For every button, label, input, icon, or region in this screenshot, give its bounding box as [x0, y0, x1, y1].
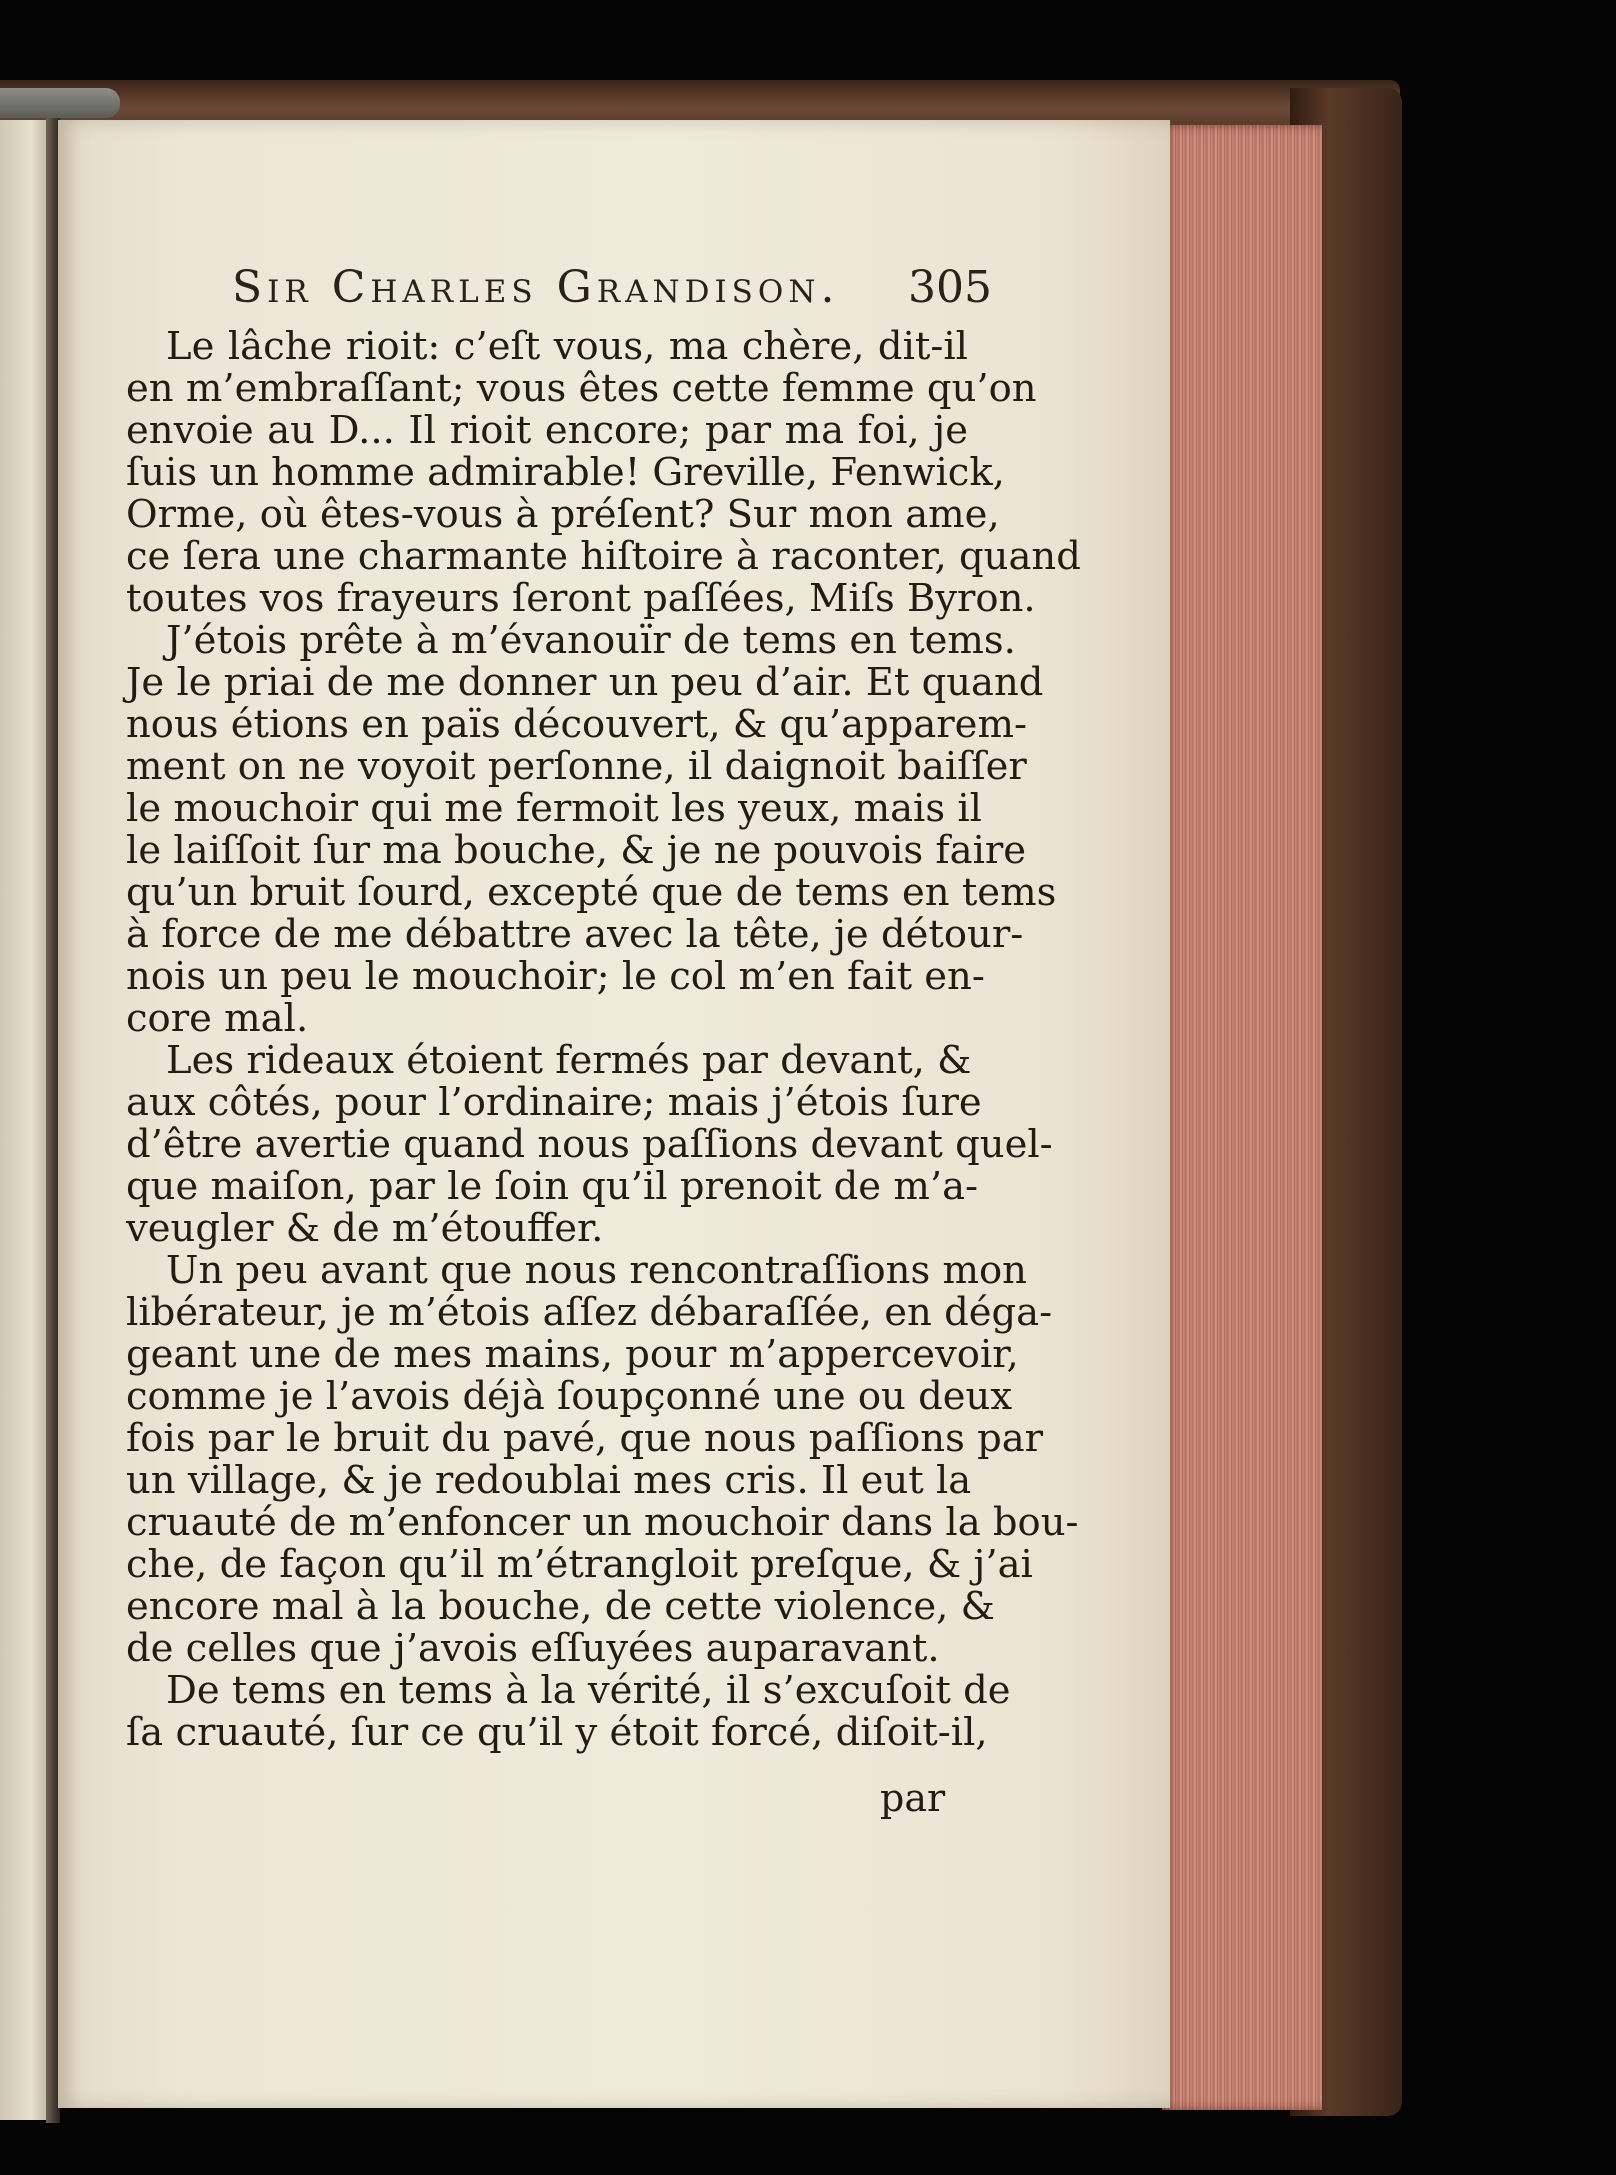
facing-page-edge — [0, 120, 52, 2120]
text-line: ce ſera une charmante hiſtoire à raconter, quand — [126, 534, 1081, 579]
text-line: libérateur, je m’étois aſſez débaraſſée, en déga- — [126, 1290, 1053, 1335]
text-line: core mal. — [126, 996, 309, 1041]
text-line: un village, & je redoublai mes cris. Il eut la — [126, 1458, 972, 1503]
metal-clasp — [0, 88, 120, 118]
text-line: qu’un bruit ſourd, excepté que de tems en tems — [126, 870, 1057, 915]
catchword: par — [880, 1776, 946, 1820]
text-line: en m’embraſſant; vous êtes cette femme qu’on — [126, 366, 1037, 411]
text-line: Un peu avant que nous rencontraſſions mon — [166, 1248, 1027, 1293]
text-line: J’étois prête à m’évanouïr de tems en tems. — [166, 618, 1016, 663]
text-line: geant une de mes mains, pour m’appercevoir, — [126, 1332, 1019, 1377]
text-line: Le lâche rioit: c’eſt vous, ma chère, dit-il — [166, 324, 968, 369]
text-line: veugler & de m’étouffer. — [126, 1206, 604, 1251]
text-line: le mouchoir qui me fermoit les yeux, mais il — [126, 786, 982, 831]
text-line: fois par le bruit du pavé, que nous paſſions par — [126, 1416, 1044, 1461]
text-line: ſa cruauté, ſur ce qu’il y étoit forcé, diſoit-il, — [126, 1710, 988, 1755]
text-line: che, de façon qu’il m’étrangloit preſque, & j’ai — [126, 1542, 1033, 1587]
text-line: nous étions en païs découvert, & qu’apparem- — [126, 702, 1027, 747]
text-line: De tems en tems à la vérité, il s’excuſoit de — [166, 1668, 1011, 1713]
text-line: nois un peu le mouchoir; le col m’en fait en- — [126, 954, 985, 999]
text-line: d’être avertie quand nous paſſions devant quel- — [126, 1122, 1053, 1167]
text-line: comme je l’avois déjà ſoupçonné une ou deux — [126, 1374, 1013, 1419]
body-text — [126, 324, 1081, 1755]
text-line: Je le priai de me donner un peu d’air. Et quand — [126, 660, 1044, 705]
text-line: envoie au D... Il rioit encore; par ma foi, je — [126, 408, 968, 453]
text-line: le laiſſoit ſur ma bouche, & je ne pouvois faire — [126, 828, 1027, 873]
text-line: que maiſon, par le ſoin qu’il prenoit de m’a- — [126, 1164, 979, 1209]
text-line: Les rideaux étoient fermés par devant, & — [166, 1038, 972, 1083]
running-head — [232, 262, 992, 322]
text-line: à force de me débattre avec la tête, je détour- — [126, 912, 1024, 957]
text-line: toutes vos frayeurs ſeront paſſées, Miſs Byron. — [126, 576, 1036, 621]
text-line: de celles que j’avois eſſuyées auparavant. — [126, 1626, 940, 1671]
text-line: Orme, où êtes-vous à préſent? Sur mon ame, — [126, 492, 1000, 537]
page-number: 305 — [908, 262, 992, 313]
text-line: cruauté de m’enfoncer un mouchoir dans la bou- — [126, 1500, 1079, 1545]
running-title: Sir Charles Grandison. — [232, 262, 840, 313]
text-line: aux côtés, pour l’ordinaire; mais j’étois ſure — [126, 1080, 982, 1125]
text-line: ment on ne voyoit perſonne, il daignoit baiſſer — [126, 744, 1027, 789]
text-line: ſuis un homme admirable! Greville, Fenwick, — [126, 450, 1005, 495]
page-fore-edge — [1162, 125, 1322, 2110]
text-line: encore mal à la bouche, de cette violence, & — [126, 1584, 995, 1629]
